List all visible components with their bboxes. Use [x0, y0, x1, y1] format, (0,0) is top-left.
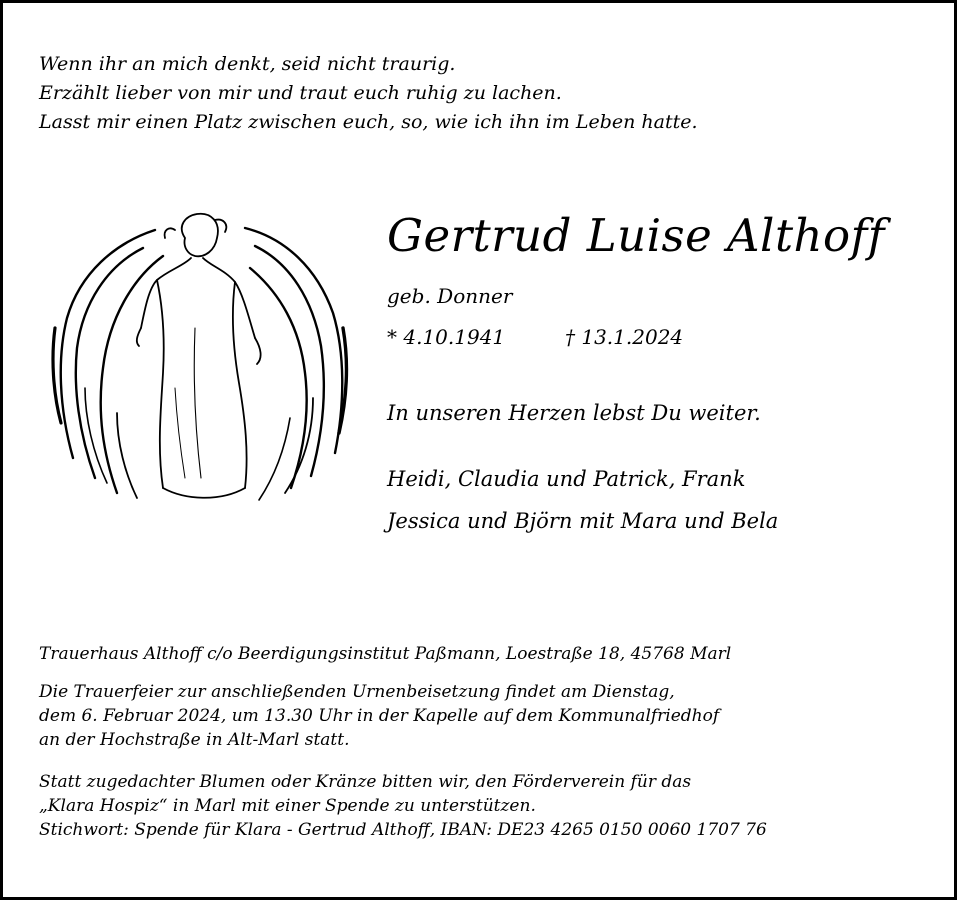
- memorial-motto: In unseren Herzen lebst Du weiter.: [387, 401, 761, 425]
- donation-line-1: Statt zugedachter Blumen oder Kränze bitten wir, den Förderverein für das: [39, 772, 692, 792]
- donation-info: [39, 770, 767, 842]
- memorial-quote: [39, 50, 698, 137]
- ceremony-line-2: dem 6. Februar 2024, um 13.30 Uhr in der Kapelle auf dem Kommunalfriedhof: [39, 706, 720, 726]
- donation-line-3: Stichwort: Spende für Klara - Gertrud Althoff, IBAN: DE23 4265 0150 0060 1707 76: [39, 820, 767, 840]
- mourning-house-address: [39, 642, 731, 666]
- birth-date: * 4.10.1941: [387, 325, 506, 349]
- maiden-name: geb. Donner: [387, 284, 513, 308]
- quote-line-3: Lasst mir einen Platz zwischen euch, so, wie ich ihn im Leben hatte.: [39, 111, 698, 133]
- family-line-2: Jessica und Björn mit Mara und Bela: [387, 509, 779, 533]
- angel-head: [165, 214, 227, 257]
- ceremony-info: [39, 680, 719, 752]
- right-wing-strokes: [245, 228, 346, 500]
- address-line: Trauerhaus Althoff c/o Beerdigungsinstitut Paßmann, Loestraße 18, 45768 Marl: [39, 644, 732, 664]
- ceremony-line-3: an der Hochstraße in Alt-Marl statt.: [39, 730, 350, 750]
- donation-line-2: „Klara Hospiz“ in Marl mit einer Spende zu unterstützen.: [39, 796, 536, 816]
- deceased-name: Gertrud Luise Althoff: [387, 209, 885, 262]
- quote-line-1: Wenn ihr an mich denkt, seid nicht traurig.: [39, 53, 456, 75]
- death-date: † 13.1.2024: [565, 325, 684, 349]
- angel-illustration: [45, 208, 355, 533]
- left-wing-strokes: [53, 230, 163, 498]
- family-line-1: Heidi, Claudia und Patrick, Frank: [387, 467, 746, 491]
- ceremony-line-1: Die Trauerfeier zur anschließenden Urnenbeisetzung findet am Dienstag,: [39, 682, 675, 702]
- quote-line-2: Erzählt lieber von mir und traut euch ruhig zu lachen.: [39, 82, 562, 104]
- mourning-family: [387, 458, 778, 542]
- angel-robe: [137, 258, 261, 498]
